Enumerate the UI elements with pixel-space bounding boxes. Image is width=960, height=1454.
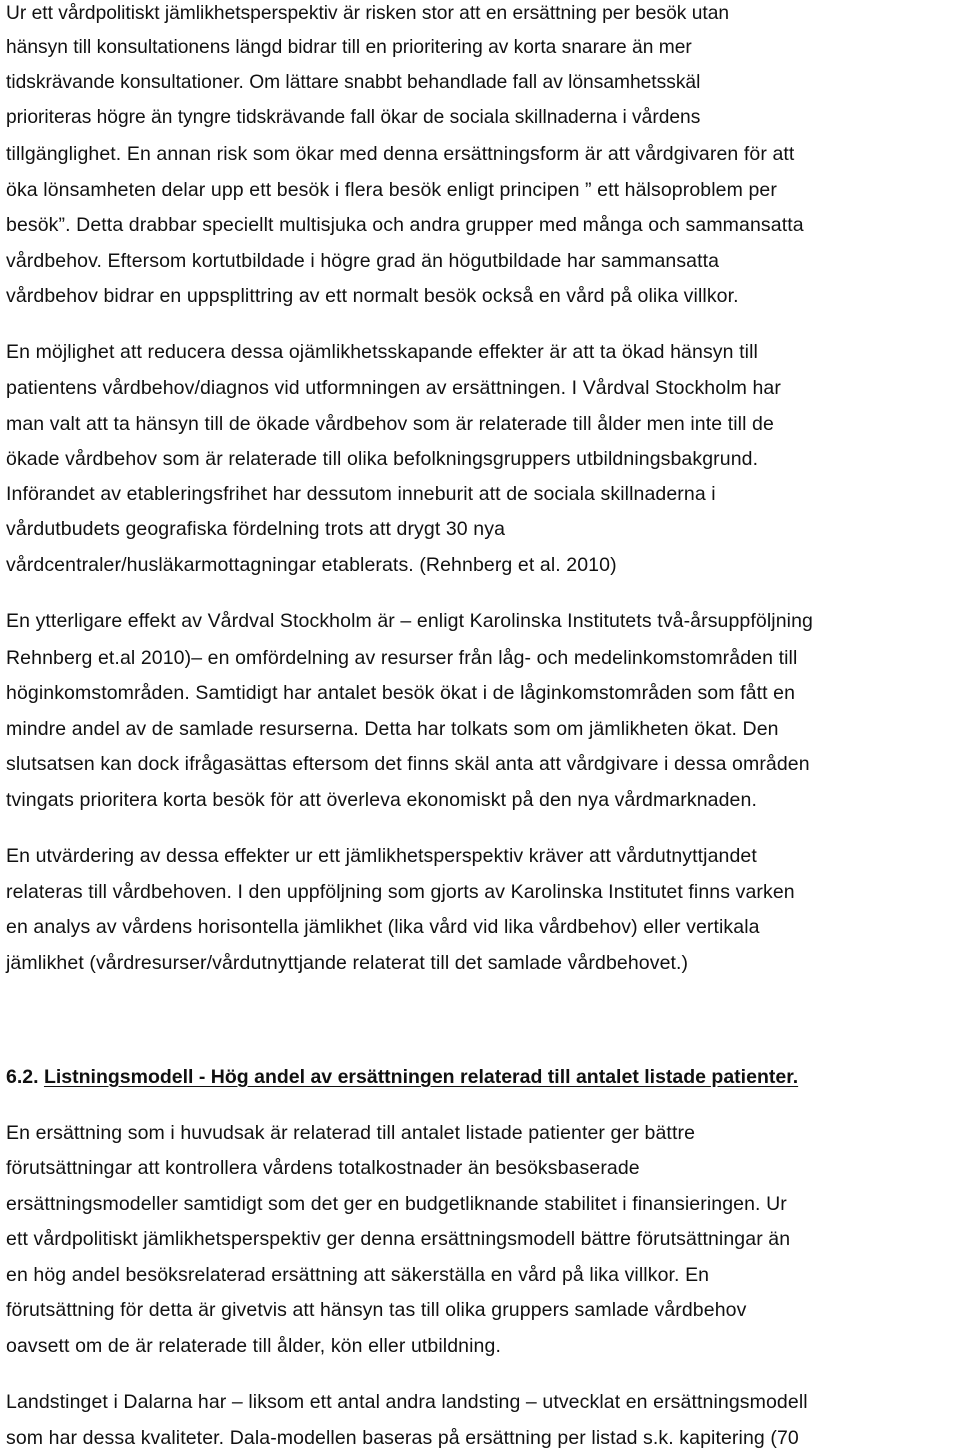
paragraph-4-line-4: jämlikhet (vårdresurser/vårdutnyttjande relaterat till det samlade vårdbehovet.) [6, 952, 689, 974]
paragraph-3-line-2: Rehnberg et.al 2010)– en omfördelning av resurser från låg- och medelinkomstområden till [6, 647, 798, 669]
paragraph-1-line-9: vårdbehov bidrar en uppsplittring av ett normalt besök också en vård på olika villkor. [6, 285, 739, 307]
paragraph-4-line-3: en analys av vårdens horisontella jämlikhet (lika vård vid lika vårdbehov) eller vertikala [6, 916, 760, 938]
paragraph-2-line-3: man valt att ta hänsyn till de ökade vårdbehov som är relaterade till ålder men inte till de [6, 413, 774, 435]
paragraph-5-line-7: oavsett om de är relaterade till ålder, kön eller utbildning. [6, 1335, 501, 1357]
paragraph-3-line-5: slutsatsen kan dock ifrågasättas eftersom det finns skäl anta att vårdgivare i dessa områden [6, 753, 810, 775]
paragraph-6-line-2: som har dessa kvaliteter. Dala-modellen baseras på ersättning per listad s.k. kapitering (70 [6, 1427, 799, 1449]
paragraph-2-line-7: vårdcentraler/husläkarmottagningar etablerats. (Rehnberg et al. 2010) [6, 554, 617, 576]
paragraph-3-line-1: En ytterligare effekt av Vårdval Stockholm är – enligt Karolinska Institutets två-årsuppföljning [6, 610, 813, 632]
paragraph-5-line-1: En ersättning som i huvudsak är relaterad till antalet listade patienter ger bättre [6, 1122, 696, 1144]
paragraph-2-line-2: patientens vårdbehov/diagnos vid utformningen av ersättningen. I Vårdval Stockholm har [6, 377, 781, 399]
section-title: Listningsmodell - Hög andel av ersättningen relaterad till antalet listade patienter. [43, 1066, 799, 1088]
paragraph-5-line-4: ett vårdpolitiskt jämlikhetsperspektiv ger denna ersättningsmodell bättre förutsättningar än [6, 1228, 791, 1250]
paragraph-2-line-1: En möjlighet att reducera dessa ojämlikhetsskapande effekter är att ta ökad hänsyn till [6, 341, 758, 363]
paragraph-3-line-4: mindre andel av de samlade resurserna. Detta har tolkats som om jämlikheten ökat. Den [6, 718, 779, 740]
paragraph-5-line-6: förutsättning för detta är givetvis att hänsyn tas till olika gruppers samlade vårdbehov [6, 1299, 747, 1321]
paragraph-3-line-3: höginkomstområden. Samtidigt har antalet besök ökat i de låginkomstområden som fått en [6, 682, 796, 704]
paragraph-1-line-3: tidskrävande konsultationer. Om lättare snabbt behandlade fall av lönsamhetsskäl [6, 72, 701, 93]
paragraph-3-line-6: tvingats prioritera korta besök för att överleva ekonomiskt på den nya vårdmarknaden. [6, 789, 757, 811]
paragraph-6-line-1: Landstinget i Dalarna har – liksom ett antal andra landsting – utvecklat en ersättningsmodell [6, 1391, 808, 1413]
paragraph-1-line-4: prioriteras högre än tyngre tidskrävande fall ökar de sociala skillnaderna i vårdens [6, 107, 701, 128]
paragraph-1-line-8: vårdbehov. Eftersom kortutbildade i högre grad än högutbildade har sammansatta [6, 250, 720, 272]
paragraph-1-line-1: Ur ett vårdpolitiskt jämlikhetsperspektiv är risken stor att en ersättning per besök utan [6, 3, 730, 24]
paragraph-1-line-2: hänsyn till konsultationens längd bidrar till en prioritering av korta snarare än mer [6, 37, 692, 58]
paragraph-2-line-6: vårdutbudets geografiska fördelning trots att drygt 30 nya [6, 518, 506, 540]
paragraph-5-line-5: en hög andel besöksrelaterad ersättning att säkerställa en vård på lika villkor. En [6, 1264, 710, 1286]
paragraph-4-line-1: En utvärdering av dessa effekter ur ett jämlikhetsperspektiv kräver att vårdutnyttjandet [6, 845, 757, 867]
paragraph-5-line-3: ersättningsmodeller samtidigt som det ger en budgetliknande stabilitet i finansieringen. Ur [6, 1193, 787, 1215]
paragraph-1-line-7: besök”. Detta drabbar speciellt multisjuka och andra grupper med många och sammansatta [6, 214, 804, 236]
paragraph-4-line-2: relateras till vårdbehoven. I den uppföljning som gjorts av Karolinska Institutet finns varken [6, 881, 795, 903]
section-number: 6.2. [6, 1066, 39, 1088]
paragraph-5-line-2: förutsättningar att kontrollera vårdens totalkostnader än besöksbaserade [6, 1157, 640, 1179]
paragraph-1-line-5: tillgänglighet. En annan risk som ökar med denna ersättningsform är att vårdgivaren för att [6, 143, 795, 165]
paragraph-2-line-4: ökade vårdbehov som är relaterade till olika befolkningsgruppers utbildningsbakgrund. [6, 448, 759, 470]
paragraph-1-line-6: öka lönsamheten delar upp ett besök i flera besök enligt principen ” ett hälsoproblem per [6, 179, 777, 201]
section-heading [6, 1065, 798, 1089]
paragraph-2-line-5: Införandet av etableringsfrihet har dessutom inneburit att de sociala skillnaderna i [6, 483, 716, 505]
